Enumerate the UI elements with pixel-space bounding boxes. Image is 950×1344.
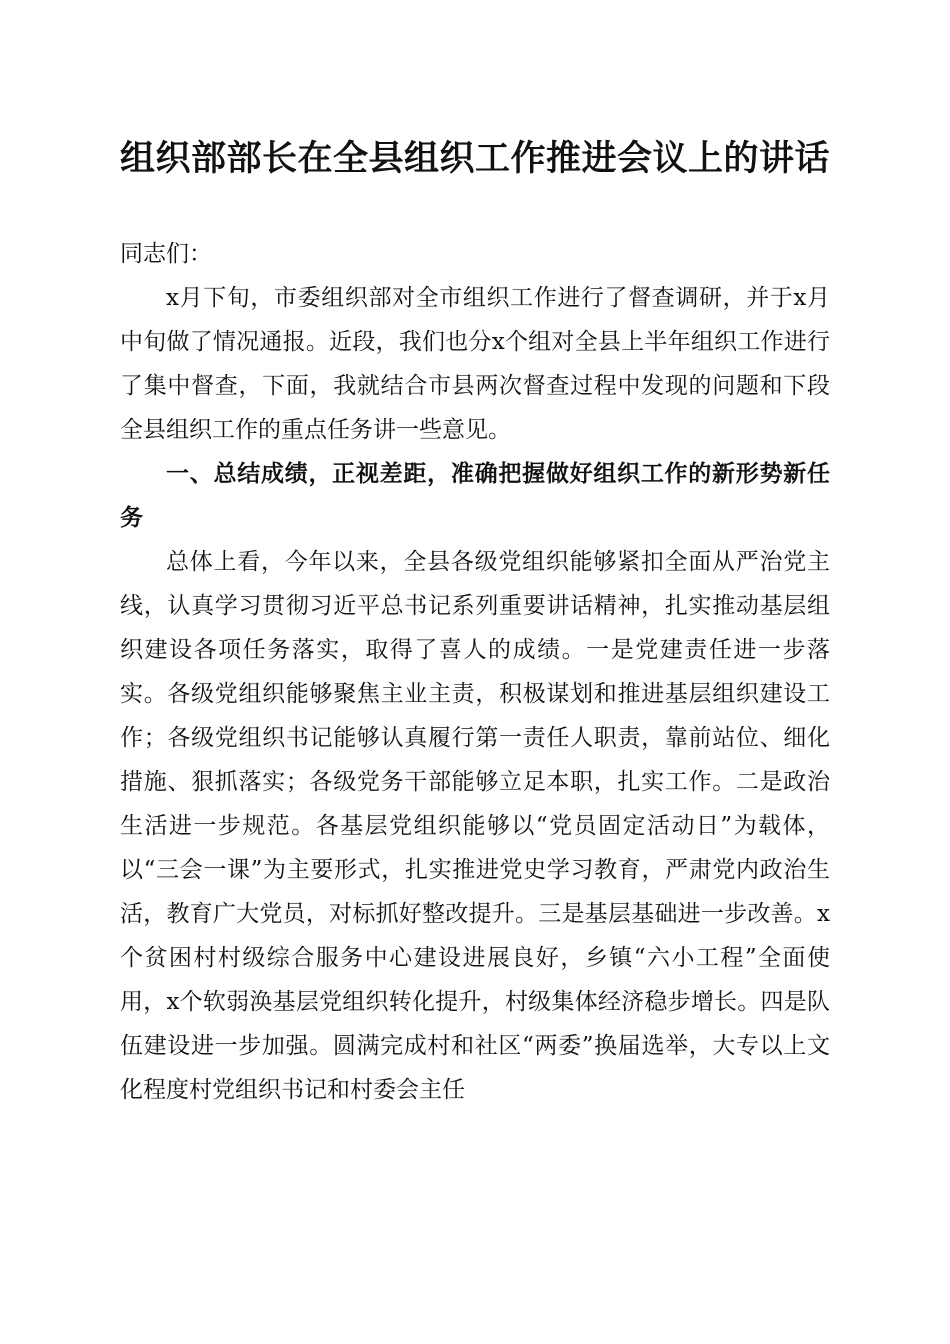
intro-paragraph: x月下旬，市委组织部对全市组织工作进行了督查调研，并于x月中旬做了情况通报。近段，我们也分x个组对全县上半年组织工作进行了集中督查，下面，我就结合市县两次督查过程中发现的问题和下段全县组织工作的重点任务讲一些意见。 [120, 285, 830, 443]
salutation: 同志们： [120, 241, 212, 267]
document-body [120, 232, 830, 1112]
section-body-paragraph: 总体上看，今年以来，全县各级党组织能够紧扣全面从严治党主线，认真学习贯彻习近平总书记系列重要讲话精神，扎实推动基层组织建设各项任务落实，取得了喜人的成绩。一是党建责任进一步落实。各级党组织能够聚焦主业主责，积极谋划和推进基层组织建设工作；各级党组织书记能够认真履行第一责任人职责，靠前站位、细化措施、狠抓落实；各级党务干部能够立足本职，扎实工作。二是政治生活进一步规范。各基层党组织能够以“党员固定活动日”为载体，以“三会一课”为主要形式，扎实推进党史学习教育，严肃党内政治生活，教育广大党员，对标抓好整改提升。三是基层基础进一步改善。x个贫困村村级综合服务中心建设进展良好，乡镇“六小工程”全面使用，x个软弱涣基层党组织转化提升，村级集体经济稳步增长。四是队伍建设进一步加强。圆满完成村和社区“两委”换届选举，大专以上文化程度村党组织书记和村委会主任 [120, 549, 830, 1103]
document-title: 组织部部长在全县组织工作推进会议上的讲话 [119, 138, 830, 179]
section-heading: 一、总结成绩，正视差距，准确把握做好组织工作的新形势新任务 [120, 461, 830, 531]
